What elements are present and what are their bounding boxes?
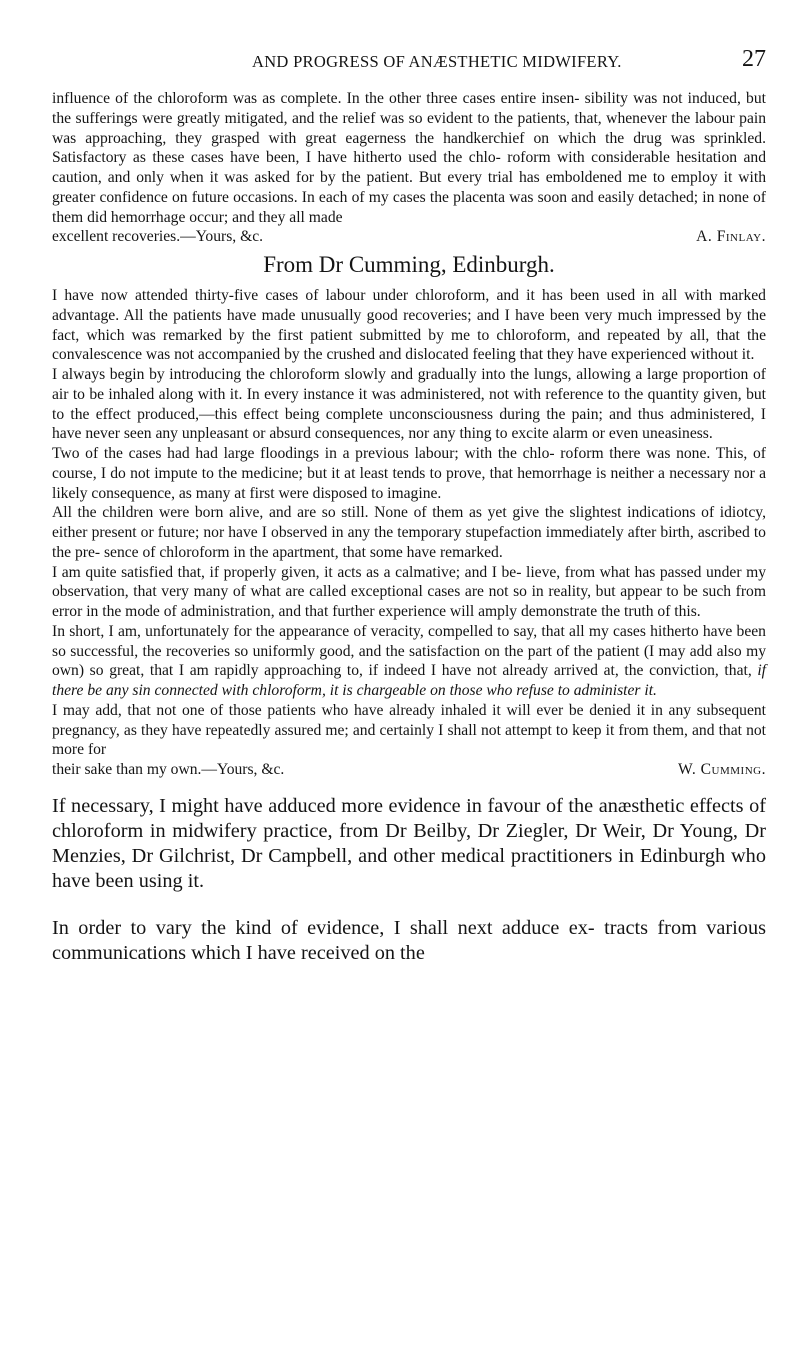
text-line: they grasped with great eagerness the handkerchief on which the drug was (175, 129, 696, 147)
text-line: All the children were born alive, and are so still. None of them as yet give (52, 504, 540, 522)
italic-text: on those who refuse to administer it. (430, 682, 657, 699)
finlay-letter (52, 89, 766, 247)
text-line: the slightest indications of idiotcy, either present or future; nor have I observed (52, 504, 766, 541)
running-head (52, 46, 766, 76)
cumming-letter (52, 286, 766, 780)
text-line: by the patient. But every trial has emboldened me to employ it with greater (52, 169, 766, 206)
text-line: easily detached; in none of them did hemorrhage occur; and they all made (52, 188, 766, 226)
conclusion (52, 794, 766, 966)
paragraph (52, 563, 766, 622)
text-line: confidence on future occasions. In each of my cases the placenta was soon and (99, 188, 594, 206)
text-line: Dr Campbell, and other medical practitioners in Edinburgh who have (52, 844, 766, 892)
text-line: consequence, as many at first were disposed to imagine. (91, 484, 442, 502)
spacer (52, 894, 766, 916)
text-line: good recoveries; and I have been very much impressed by the fact, which was (52, 306, 766, 344)
text-line: I always begin by introducing the chloroform slowly and gradually into the (52, 366, 530, 383)
paragraph (52, 622, 766, 701)
text-line: In short, I am, unfortunately for the appearance of veracity, compelled to say, (52, 622, 538, 640)
text-line: effect produced,—this effect being complete unconsciousness during the pain; (95, 405, 603, 423)
text-line: instance it was administered, not with reference to the quantity given, but to the (52, 385, 767, 423)
paragraph (52, 286, 766, 365)
text-line: in any the temporary stupefaction immediately after birth, ascribed to the pre- (52, 524, 766, 561)
paragraph (52, 365, 766, 444)
text-line: great, that I am rapidly approaching to, if indeed I have not already arrived at, (109, 662, 619, 680)
text-line: sibility was not induced, but the sufferings were greatly mitigated, and the relief (52, 90, 766, 127)
text-line: been using it. (95, 869, 205, 892)
paragraph (52, 444, 766, 503)
text-line: influence of the chloroform was as complete. In the other three cases entire insen- (52, 90, 580, 107)
text-line: it at least tends to prove, that hemorrhage is neither a necessary nor a likely (52, 464, 766, 502)
page-body (52, 89, 766, 966)
signature: W. Cumming. (678, 761, 766, 778)
text-line: I have now attended thirty-five cases of labour under chloroform, and it has (52, 287, 563, 304)
paragraph (52, 701, 766, 760)
section-heading: From Dr Cumming, Edinburgh. (263, 252, 555, 277)
text-line: the mode of administration, and that further experience will amply demonstrate (102, 603, 598, 620)
text-line: and certainly I shall not attempt to keep it from them, and that not more for (52, 721, 767, 759)
text-line: tracts from various communications which I have received on the (52, 916, 766, 964)
text-line: sprinkled. Satisfactory as these cases have been, I have hitherto used the chlo- (52, 129, 766, 167)
text-line: Beilby, Dr Ziegler, Dr Weir, Dr Young, Dr Menzies, Dr Gilchrist, (52, 819, 766, 867)
text-line: feeling that they have experienced without it. (472, 346, 755, 364)
text-line: remarked by the first patient submitted by me to chloroform, and repeated by (163, 326, 683, 344)
text-line: nor any thing to excite alarm or even uneasiness. (408, 425, 713, 443)
text-line: was so evident to the patients, that, whenever the labour pain was approaching, (52, 109, 766, 147)
paragraph (52, 916, 766, 966)
text-line: called exceptional cases are not so in reality, but appear to be such from error in (52, 583, 766, 620)
text-line: that all my cases hitherto have been so successful, the recoveries so uniformly (52, 622, 766, 660)
text-line: roform with considerable hesitation and caution, and only when it was asked for (52, 149, 766, 186)
text-line: lieve, from what has passed under my observation, that very many of what are (52, 563, 767, 601)
signature: A. Finlay. (696, 228, 766, 246)
paragraph (52, 503, 766, 562)
text-line: lungs, allowing a large proportion of air to be inhaled along with it. In every (52, 366, 766, 403)
closing-line: their sake than my own.—Yours, &c. (52, 761, 285, 778)
page-number: 27 (742, 46, 766, 72)
cumming-signoff (52, 760, 766, 780)
text-line: the anæsthetic effects of chloroform in midwifery practice, from Dr (52, 794, 767, 842)
text-line: be denied it in any subsequent pregnancy, as they have repeatedly assured me; (52, 701, 766, 739)
italic-text: if there be any sin connected with chloroform, it is chargeable (52, 662, 767, 699)
finlay-signoff (52, 227, 766, 247)
text-line: all, that the convalescence was not accompanied by the crushed and dislocated (52, 326, 766, 364)
paragraph (52, 794, 766, 894)
text-line: I am quite satisfied that, if properly given, it acts as a calmative; and I be- (52, 563, 522, 581)
text-line: In order to vary the kind of evidence, I shall next adduce ex- (52, 916, 595, 939)
text-line: and thus administered, I have never seen any unpleasant or absurd consequences, (52, 405, 766, 443)
closing-line: excellent recoveries.—Yours, &c. (52, 228, 264, 246)
running-title: AND PROGRESS OF ANÆSTHETIC MIDWIFERY. (252, 52, 622, 71)
finlay-paragraph (52, 89, 766, 227)
text-line: I may add, that not one of those patients who have already inhaled it will ever (52, 701, 564, 719)
text-line: good, and the satisfaction on the part of the patient (I may add also my own) so (52, 642, 767, 680)
text-line: sence of chloroform in the apartment, that some have remarked. (103, 543, 503, 561)
text-line: Two of the cases had had large floodings in a previous labour; with the chlo- (52, 445, 555, 462)
text-line: the truth of this. (601, 603, 701, 620)
text-line: roform there was none. This, of course, I do not impute to the medicine; but (52, 445, 766, 482)
text-line: been used in all with marked advantage. All the patients have made unusually (52, 287, 766, 324)
text-line: If necessary, I might have adduced more evidence in favour of (52, 794, 563, 817)
text-line: the conviction, that, (624, 662, 758, 680)
